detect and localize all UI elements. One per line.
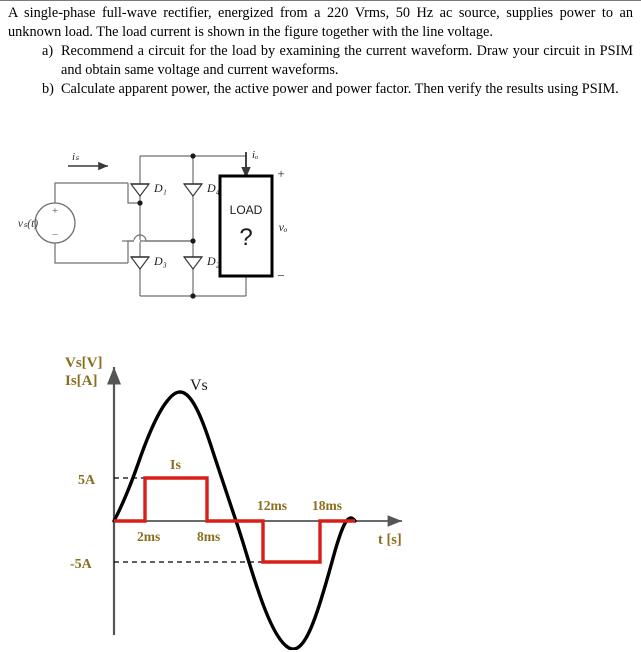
- current-square-wave: [114, 478, 355, 562]
- diode-d3: [131, 257, 149, 269]
- problem-statement: [0, 0, 641, 99]
- rectifier-circuit-figure: [0, 128, 330, 318]
- diode-d4: [184, 184, 202, 196]
- source-label: vₛ(t): [17, 218, 39, 230]
- load-terminal-plus: +: [277, 166, 285, 181]
- ytick-minus-5a: -5A: [70, 557, 92, 572]
- list-item-marker: a): [42, 43, 54, 60]
- list-item-marker: b): [42, 81, 54, 98]
- series-label-vs: Vs: [190, 377, 208, 394]
- load-current-label: iₒ: [252, 149, 259, 161]
- circuit-svg: [0, 128, 330, 318]
- diode-d3-label: D₃: [154, 254, 167, 268]
- ytick-5a: 5A: [78, 473, 96, 488]
- load-title: LOAD: [229, 203, 263, 217]
- circuit-wires: [55, 156, 246, 296]
- load-voltage-label: vₒ: [278, 220, 288, 234]
- xtick-8ms: 8ms: [197, 529, 221, 544]
- waveform-chart: [40, 345, 460, 650]
- source-minus-sign: −: [51, 229, 59, 241]
- source-current-label: iₛ: [72, 151, 80, 163]
- load-block: [220, 176, 272, 276]
- series-label-is: Is: [170, 458, 181, 473]
- diode-d2-label: D₂: [207, 254, 220, 268]
- ac-source: [35, 203, 75, 243]
- xtick-18ms: 18ms: [312, 498, 342, 513]
- problem-task-list: [8, 42, 633, 99]
- chart-annotations: [65, 355, 402, 572]
- diode-d4-label: D₄: [207, 181, 220, 195]
- junction-dots: [137, 153, 195, 298]
- source-plus-sign: +: [51, 205, 59, 217]
- diode-d1-label: D₁: [154, 181, 167, 195]
- problem-intro: A single-phase full-wave rectifier, energized from a 220 Vrms, 50 Hz ac source, supplies power to an unknown load. The load current is shown in the figure together with the line voltage.: [8, 5, 633, 40]
- load-value: ?: [239, 224, 253, 251]
- list-item-text: Calculate apparent power, the active power and power factor. Then verify the results using PSIM.: [61, 81, 619, 98]
- y-axis-label-current: Is[A]: [65, 373, 98, 389]
- y-axis-label-voltage: Vs[V]: [65, 355, 103, 371]
- list-item-text: Recommend a circuit for the load by examining the current waveform. Draw your circuit in PSIM and obtain same voltage and current waveforms.: [61, 43, 633, 78]
- load-terminal-minus: −: [277, 268, 285, 283]
- xtick-2ms: 2ms: [137, 529, 161, 544]
- list-item: [8, 42, 633, 79]
- diode-d1: [131, 184, 149, 196]
- list-item: [8, 80, 633, 99]
- xtick-12ms: 12ms: [257, 498, 287, 513]
- x-axis-label: t [s]: [378, 532, 402, 548]
- waveform-svg: [40, 345, 460, 650]
- diode-d2: [184, 257, 202, 269]
